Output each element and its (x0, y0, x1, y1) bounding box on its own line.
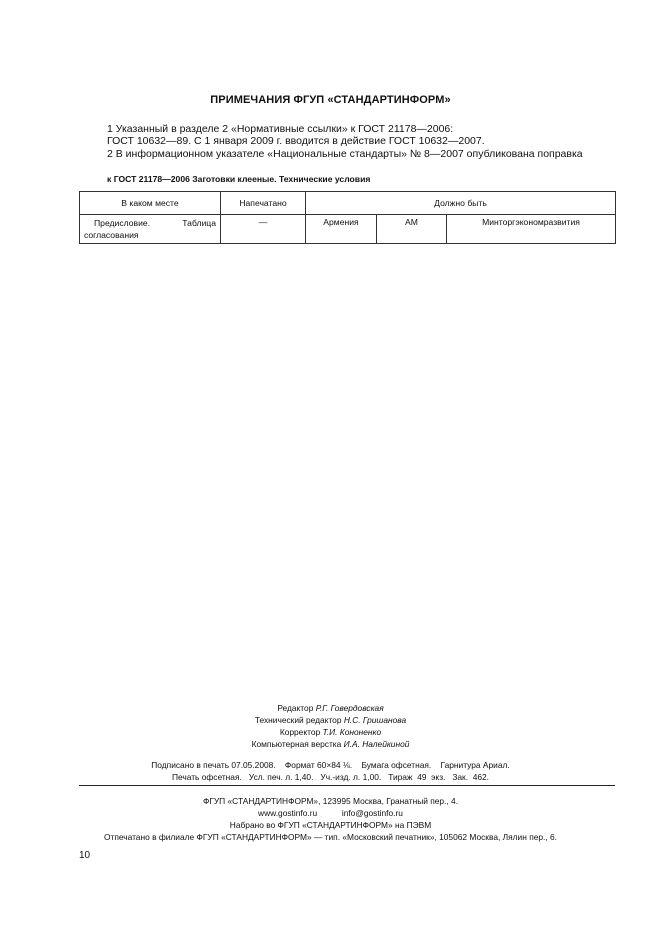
cell-body: Минторгэкономразвития (447, 215, 616, 244)
editor-name: Р.Г. Говердовская (315, 703, 384, 713)
credit-tech-editor (0, 715, 661, 725)
layout-name: И.А. Налейкиной (343, 739, 410, 749)
header-should-be: Должно быть (306, 192, 616, 215)
divider (79, 785, 615, 786)
publisher-address: ФГУП «СТАНДАРТИНФОРМ», 123995 Москва, Гранатный пер., 4. (202, 796, 459, 806)
tech-editor-label: Технический редактор (254, 715, 342, 725)
imprint-line-1: Подписано в печать 07.05.2008. Формат 60×84 ⅛. Бумага офсетная. Гарнитура Ариал. (151, 760, 510, 770)
printed-by: Отпечатано в филиале ФГУП «СТАНДАРТИНФОРМ» — тип. «Московский печатник», 105062 Москва, Лялин пер., 6. (103, 832, 558, 842)
editor-label: Редактор (277, 703, 314, 713)
note-1-line-1: 1 Указанный в разделе 2 «Нормативные ссылки» к ГОСТ 21178—2006: (107, 123, 454, 135)
note-1-line-2: ГОСТ 10632—89. С 1 января 2009 г. вводится в действие ГОСТ 10632—2007. (107, 135, 485, 147)
amendment-table (79, 191, 616, 244)
cell-printed: — (221, 215, 306, 244)
amendment-title: к ГОСТ 21178—2006 Заготовки клееные. Технические условия (107, 174, 371, 184)
publisher-contacts (0, 808, 661, 818)
imprint-line-2: Печать офсетная. Усл. печ. л. 1,40. Уч.-изд. л. 1,00. Тираж 49 экз. Зак. 462. (171, 772, 490, 782)
notes-heading: ПРИМЕЧАНИЯ ФГУП «СТАНДАРТИНФОРМ» (210, 94, 451, 106)
proofreader-label: Корректор (279, 727, 321, 737)
table-header-row (80, 192, 616, 215)
proofreader-name: Т.И. Кононенко (322, 727, 382, 737)
cell-country: Армения (306, 215, 377, 244)
typeset-info: Набрано во ФГУП «СТАНДАРТИНФОРМ» на ПЭВМ (229, 820, 432, 830)
header-printed: Напечатано (221, 192, 306, 215)
cell-code: AM (377, 215, 447, 244)
credit-layout (0, 739, 661, 749)
layout-label: Компьютерная верстка (251, 739, 342, 749)
table-row (80, 215, 616, 244)
publisher-website: www.gostinfo.ru (258, 808, 318, 818)
cell-where: Предисловие. Таблица согласования (80, 215, 221, 244)
page-number: 10 (79, 850, 91, 861)
header-where: В каком месте (80, 192, 221, 215)
note-2: 2 В информационном указателе «Национальные стандарты» № 8—2007 опубликована поправка (107, 148, 583, 160)
credit-editor (0, 703, 661, 713)
tech-editor-name: Н.С. Гришанова (343, 715, 407, 725)
credit-proofreader (0, 727, 661, 737)
publisher-email: info@gostinfo.ru (341, 808, 403, 818)
